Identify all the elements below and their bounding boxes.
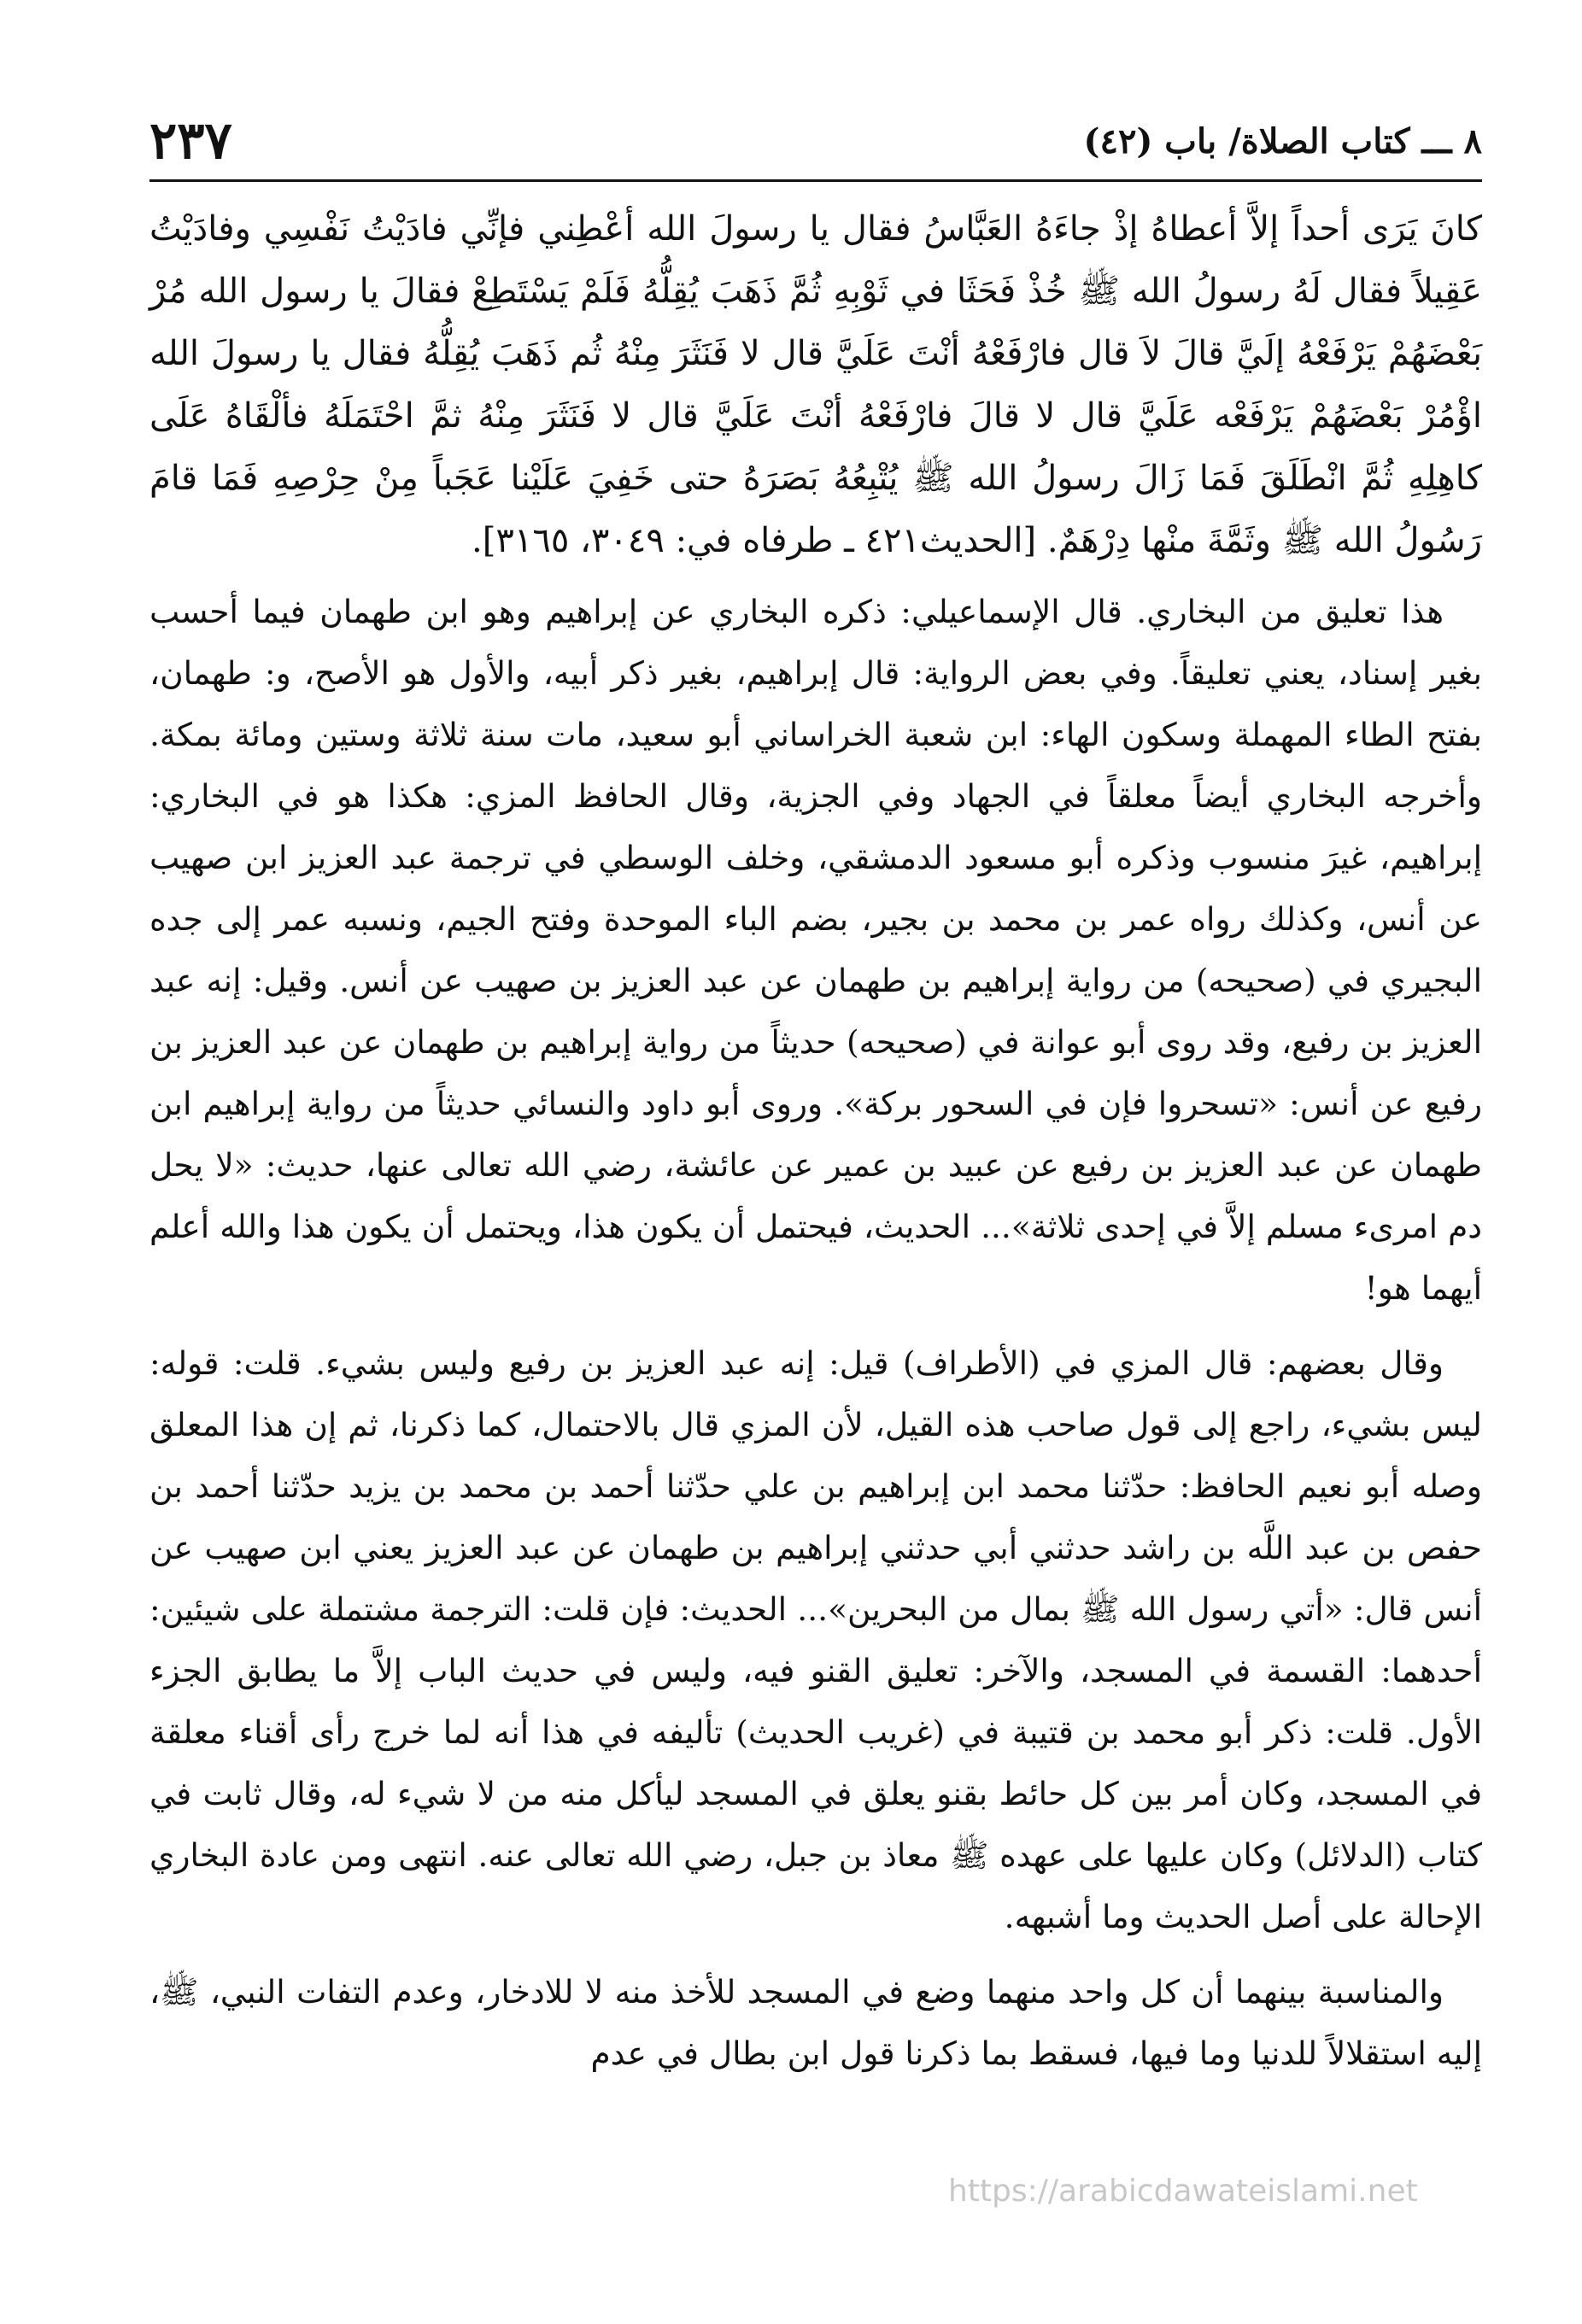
commentary-paragraph: وقال بعضهم: قال المزي في (الأطراف) قيل: إنه عبد العزيز بن رفيع وليس بشيء. قلت: قوله: ليس بشيء، راجع إلى قول صاحب هذه القيل، لأن المزي قال بالاحتمال، كما ذكرنا، ثم إن هذا المعلق وصله أبو نعيم الحافظ: حدّثنا محمد ابن إبراهيم بن علي حدّثنا أحمد بن محمد بن يزيد حدّثنا أحمد بن حفص بن عبد اللَّه بن راشد حدثني أبي حدثني إبراهيم بن طهمان عن عبد العزيز يعني ابن صهيب عن أنس قال: «أتي رسول الله ﷺ بمال من البحرين»... الحديث: فإن قلت: الترجمة مشتملة على شيئين: أحدهما: القسمة في المسجد، والآخر: تعليق القنو فيه، وليس في حديث الباب إلاَّ ما يطابق الجزء الأول. قلت: ذكر أبو محمد بن قتيبة في (غريب الحديث) تأليفه في هذا أنه لما خرج رأى أقناء معلقة في المسجد، وكان أمر بين كل حائط بقنو يعلق في المسجد ليأكل منه من لا شيء له، وقال ثابت في كتاب (الدلائل) وكان عليها على عهده ﷺ معاذ بن جبل، رضي الله تعالى عنه. انتهى ومن عادة البخاري الإحالة على أصل الحديث وما أشبهه. (149, 1344, 1482, 1935)
watermark-url: https://arabicdawateislami.net (948, 2174, 1418, 2209)
page-header (149, 111, 1482, 179)
hadith-text: كانَ يَرَى أحداً إلاَّ أعطاهُ إذْ جاءَهُ العَبَّاسُ فقال يا رسولَ الله أعْطِني فإنِّي فادَيْتُ نَفْسِي وفادَيْتُ عَقِيلاً فقال لَهُ رسولُ الله ﷺ خُذْ فَحَثَا في ثَوْبِهِ ثُمَّ ذَهَبَ يُقِلُّهُ فَلَمْ يَسْتَطِعْ فقالَ يا رسول الله مُرْ بَعْضَهُمْ يَرْفَعْهُ إلَيَّ قالَ لاَ قال فارْفَعْهُ أنْتَ عَلَيَّ قال لا فَنَثَرَ مِنْهُ ثُم ذَهَبَ يُقِلُّهُ فقال يا رسولَ الله اؤْمُرْ بَعْضَهُمْ يَرْفَعْه عَلَيَّ قال لا قالَ فارْفَعْهُ أنْتَ عَلَيَّ قال لا فَنَثَرَ مِنْهُ ثمَّ احْتَمَلَهُ فألْقَاهُ عَلَى كاهِلِهِ ثُمَّ انْطَلَقَ فَمَا زَالَ رسولُ الله ﷺ يُتْبِعُهُ بَصَرَهُ حتى خَفِيَ عَلَيْنا عَجَباً مِنْ حِرْصِهِ فَمَا قامَ رَسُولُ الله ﷺ وثَمَّةَ منْها دِرْهَمٌ. [الحديث٤٢١ ـ طرفاه في: ٣٠٤٩، ٣١٦٥]. (149, 209, 1482, 560)
header-divider (149, 179, 1482, 182)
page-number: ٢٣٧ (149, 111, 232, 171)
book-page (149, 111, 1482, 2298)
commentary (149, 581, 1482, 2084)
commentary-paragraph: هذا تعليق من البخاري. قال الإسماعيلي: ذكره البخاري عن إبراهيم وهو ابن طهمان فيما أحسب بغير إسناد، يعني تعليقاً. وفي بعض الرواية: قال إبراهيم، بغير ذكر أبيه، والأول هو الأصح، و: طهمان، بفتح الطاء المهملة وسكون الهاء: ابن شعبة الخراساني أبو سعيد، مات سنة ثلاثة وستين ومائة بمكة. وأخرجه البخاري أيضاً معلقاً في الجهاد وفي الجزية، وقال الحافظ المزي: هكذا هو في البخاري: إبراهيم، غيرَ منسوب وذكره أبو مسعود الدمشقي، وخلف الوسطي في ترجمة عبد العزيز ابن صهيب عن أنس، وكذلك رواه عمر بن محمد بن بجير، بضم الباء الموحدة وفتح الجيم، ونسبه عمر إلى جده البجيري في (صحيحه) من رواية إبراهيم بن طهمان عن عبد العزيز بن صهيب عن أنس. وقيل: إنه عبد العزيز بن رفيع، وقد روى أبو عوانة في (صحيحه) حديثاً من رواية إبراهيم بن طهمان عن عبد العزيز بن رفيع عن أنس: «تسحروا فإن في السحور بركة». وروى أبو داود والنسائي حديثاً من رواية إبراهيم ابن طهمان عن عبد العزيز بن رفيع عن عبيد بن عمير عن عائشة، رضي الله تعالى عنها، حديث: «لا يحل دم امرىء مسلم إلاَّ في إحدى ثلاثة»... الحديث، فيحتمل أن يكون هذا، ويحتمل أن يكون هذا والله أعلم أيهما هو! (149, 593, 1482, 1307)
running-title: ٨ ـــ كتاب الصلاة/ باب (٤٢) (1083, 121, 1482, 161)
commentary-paragraph: والمناسبة بينهما أن كل واحد منهما وضع في المسجد للأخذ منه لا للادخار، وعدم التفات النبي، ﷺ، إليه استقلالاً للدنيا وما فيها، فسقط بما ذكرنا قول ابن بطال في عدم (149, 1973, 1482, 2072)
